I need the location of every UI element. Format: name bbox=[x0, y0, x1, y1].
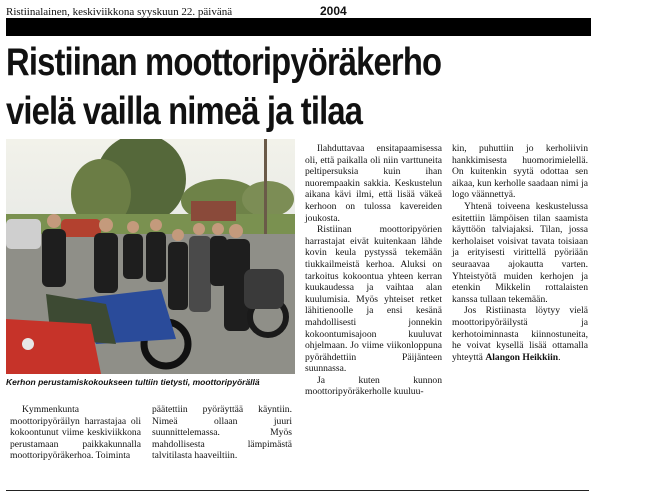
article-column-1 bbox=[10, 404, 141, 462]
paragraph: Ja kuten kunnon moottoripyöräkerholle kuuluu- bbox=[305, 374, 442, 398]
publication-line: Ristiinalainen, keskiviikkona syyskuun 22. päivänä bbox=[6, 6, 233, 18]
contact-name: Alangon Heikkiin bbox=[485, 351, 559, 363]
year-label: 2004 bbox=[320, 4, 347, 18]
paragraph: kin, puhuttiin jo kerholiivin hankkimisesta huomorimielellä. On kuitenkin syytä odottaa sen aikaa, kun kerholle saadaan nimi ja logo väännettyä. bbox=[452, 143, 588, 201]
photo-tree bbox=[242, 181, 294, 217]
paragraph-end: . bbox=[558, 351, 561, 363]
bottom-rule bbox=[6, 490, 589, 491]
article-headline bbox=[6, 38, 502, 136]
article-column-4 bbox=[452, 143, 588, 363]
paragraph: päätettiin pyöräyttää käyntiin. Nimeä ollaan juuri suunnittelemassa. Myös mahdollisesta lämpimästä talvitilasta haaveiltiin. bbox=[152, 404, 292, 462]
paragraph: Ilahduttavaa ensitapaamisessa oli, että paikalla oli niin varttuneita peltipersuksia kuin ihan nuorempaakin sakkia. Keskustelun aikana kävi ilmi, että lisää väkeä kerhoon on tulossa kavereiden joukosta. bbox=[305, 143, 442, 224]
photo-caption: Kerhon perustamiskokoukseen tultiin tietysti, moottoripyörällä bbox=[6, 377, 260, 387]
photo-pole bbox=[264, 139, 267, 239]
paragraph-text: Jos Ristiinasta löytyy vielä moottoripyöräilystä ja kerhotoiminnasta kiinnostuneita, he voivat kysellä lisää ottamalla yhteyttä bbox=[452, 305, 588, 363]
paragraph: Yhtenä toiveena keskustelussa esitettiin lämpöisen tilan saamista käyttöön talviajaksi. Tilan, jossa kerholaiset voisivat tavata toisiaan ja erityisesti virittellä pyöriään seuraavaa ajokautta varten. Yhteistyötä muiden kerhojen ja etenkin Mikkelin rottalaisten kanssa tullaan tekemään. bbox=[452, 200, 588, 305]
photo-house bbox=[191, 201, 236, 221]
headline-line-1: Ristiinan moottoripyöräkerho bbox=[6, 41, 442, 84]
article-photo bbox=[6, 139, 295, 374]
page-header bbox=[6, 5, 590, 19]
article-column-2 bbox=[152, 404, 292, 462]
photo-car bbox=[6, 219, 41, 249]
article-column-3 bbox=[305, 143, 442, 398]
photo-car bbox=[61, 219, 101, 237]
paragraph: Ristiinan moottoripyörien harrastajat eivät kuitenkaan lähde kovin keula pystyssä tekemään tiukkailmeistä kerhoa. Aluksi on tarkoitus kokoontua yhteen kerran kuukaudessa ja vaihtaa alan kuulumisia. Myös yhteiset retket lähitienoolle ja ensi kesänä mahdollisesti jonnekin kokoontumisajoon kuuluvat ohjelmaan. Jo viime viikonloppuna pyörähdettiin Päijänteen suunnassa. bbox=[305, 224, 442, 375]
paragraph: Kymmenkunta moottoripyöräilyn harrastajaa oli kokoontunut viime keskiviikkona perustamaan paikkakunnalla moottoripyöräkerhoa. Toiminta bbox=[10, 404, 141, 462]
headline-line-2: vielä vailla nimeä ja tilaa bbox=[6, 90, 363, 133]
header-rule-bar bbox=[6, 18, 591, 36]
paragraph bbox=[452, 305, 588, 363]
